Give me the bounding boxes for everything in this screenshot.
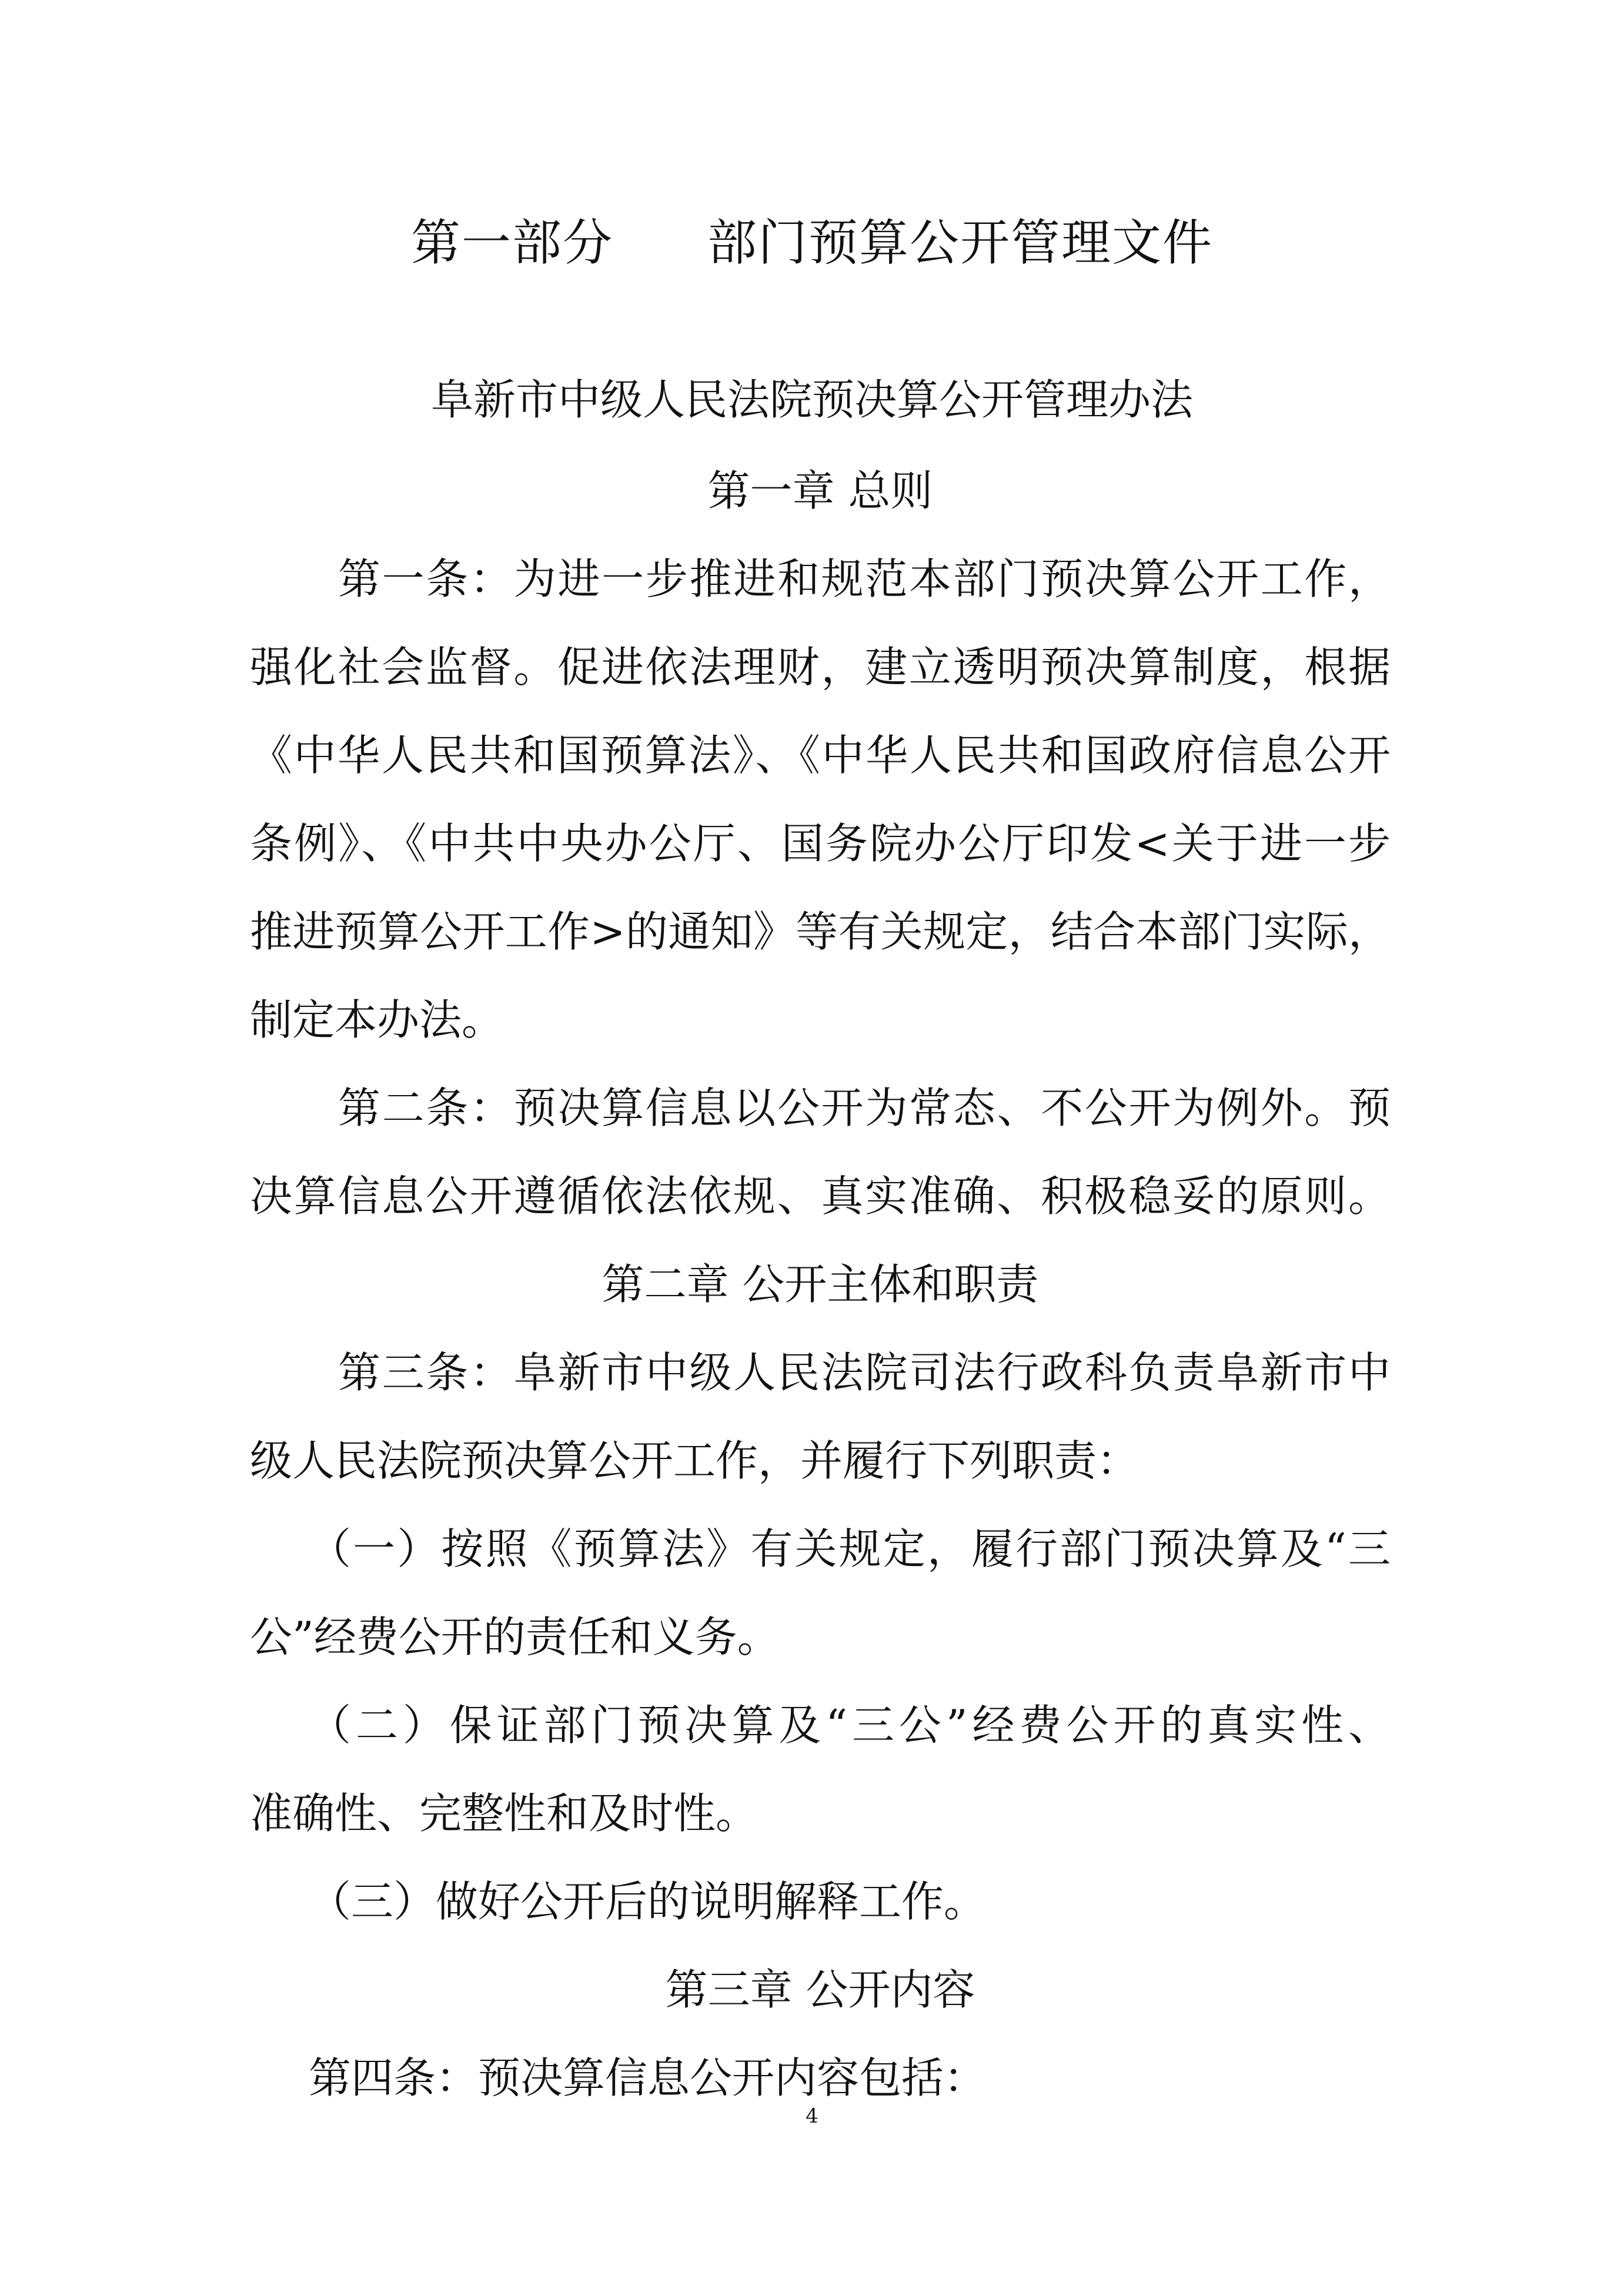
article-3-line-2: 级人民法院预决算公开工作，并履行下列职责：	[250, 1436, 1140, 1485]
chapter-heading-3: 第三章 公开内容	[665, 1965, 975, 2014]
part-title-text: 部门预算公开管理文件	[707, 214, 1214, 272]
chapter-heading-1: 第一章 总则	[707, 466, 933, 516]
article-1-line-5: 推进预算公开工作>的通知》等有关规定，结合本部门实际，	[250, 907, 1391, 956]
article-4-line-1: 第四条：预决算信息公开内容包括：	[309, 2053, 987, 2103]
item-2-line-1: （二）保证部门预决算及“三公”经费公开的真实性、	[309, 1701, 1391, 1750]
chapter-heading-2: 第二章 公开主体和职责	[602, 1260, 1039, 1309]
item-3-line-1: （三）做好公开后的说明解释工作。	[309, 1877, 987, 1926]
document-body	[250, 447, 1391, 2122]
part-title-label: 第一部分	[410, 214, 613, 272]
item-2-line-2: 准确性、完整性和及时性。	[250, 1789, 758, 1838]
article-1-line-3: 《中华人民共和国预算法》、《中华人民共和国政府信息公开	[250, 731, 1391, 780]
article-2-line-2: 决算信息公开遵循依法依规、真实准确、积极稳妥的原则。	[250, 1172, 1391, 1221]
article-1-line-4: 条例》、《中共中央办公厅、国务院办公厅印发<关于进一步	[250, 819, 1391, 868]
article-1-line-1: 第一条：为进一步推进和规范本部门预决算公开工作，	[338, 554, 1391, 604]
article-1-line-6: 制定本办法。	[250, 995, 504, 1045]
document-title: 阜新市中级人民法院预决算公开管理办法	[430, 375, 1193, 424]
page-number: 4	[806, 2104, 818, 2128]
item-1-line-2: 公”经费公开的责任和义务。	[250, 1612, 780, 1662]
part-title	[0, 205, 1624, 281]
article-3-line-1: 第三条：阜新市中级人民法院司法行政科负责阜新市中	[338, 1348, 1391, 1397]
item-1-line-1: （一）按照《预算法》有关规定，履行部门预决算及“三	[309, 1524, 1391, 1574]
article-1-line-2: 强化社会监督。促进依法理财，建立透明预决算制度，根据	[250, 642, 1391, 692]
article-2-line-1: 第二条：预决算信息以公开为常态、不公开为例外。预	[338, 1083, 1391, 1133]
